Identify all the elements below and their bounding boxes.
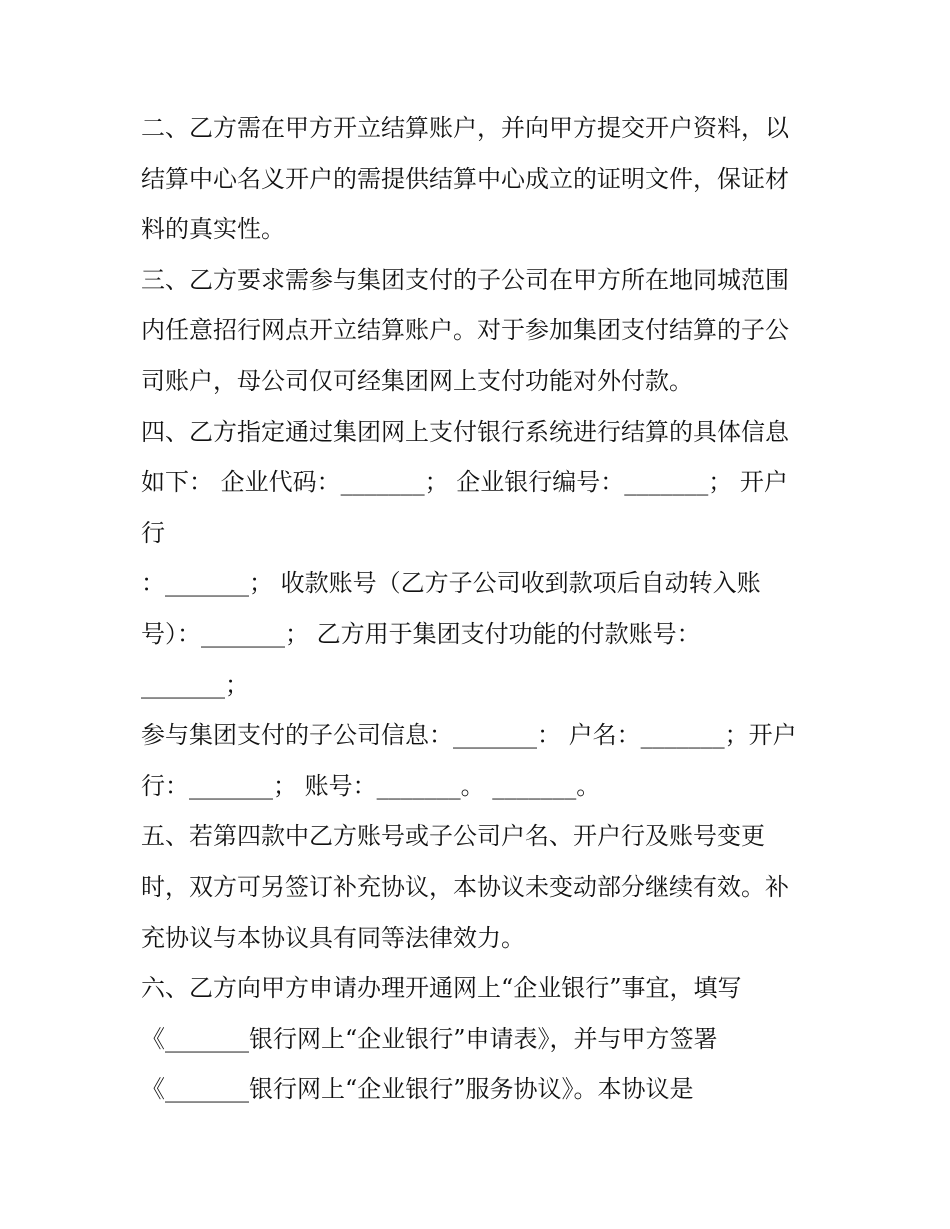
text-line: 二、乙方需在甲方开立结算账户，并向甲方提交开户资料，以 [141, 114, 789, 142]
text-line: 如下： 企业代码：_______； 企业银行编号：_______； 开户 [141, 468, 788, 497]
text-line: 司账户，母公司仅可经集团网上支付功能对外付款。 [141, 366, 693, 395]
text-line: 六、乙方向甲方申请办理开通网上“企业银行”事宜，填写 [141, 974, 742, 1003]
text-line: 行 [141, 518, 165, 547]
text-line: 四、乙方指定通过集团网上支付银行系统进行结算的具体信息 [141, 417, 789, 446]
text-line: 料的真实性。 [141, 215, 285, 244]
text-line: 《_______银行网上“企业银行”申请表》，并与甲方签署 [141, 1024, 718, 1053]
text-line: ：_______； 收款账号（乙方子公司收到款项后自动转入账 [141, 569, 761, 598]
text-line: 行：_______； 账号：_______。 _______。 [141, 771, 601, 800]
text-line: 号）：_______； 乙方用于集团支付功能的付款账号： [141, 619, 701, 648]
text-line: 时，双方可另签订补充协议，本协议未变动部分继续有效。补 [141, 872, 789, 901]
text-line: _______； [141, 670, 249, 699]
text-line: 三、乙方要求需参与集团支付的子公司在甲方所在地同城范围 [141, 265, 789, 294]
document-body [141, 103, 821, 1115]
text-line: 结算中心名义开户的需提供结算中心成立的证明文件，保证材 [141, 164, 789, 193]
text-line: 《_______银行网上“企业银行”服务协议》。本协议是 [141, 1075, 694, 1104]
text-line: 五、若第四款中乙方账号或子公司户名、开户行及账号变更 [141, 822, 765, 851]
text-line: 内任意招行网点开立结算账户。对于参加集团支付结算的子公 [141, 316, 789, 345]
text-line: 充协议与本协议具有同等法律效力。 [141, 923, 525, 952]
text-line: 参与集团支付的子公司信息：_______： 户名：_______；开户 [141, 721, 797, 750]
